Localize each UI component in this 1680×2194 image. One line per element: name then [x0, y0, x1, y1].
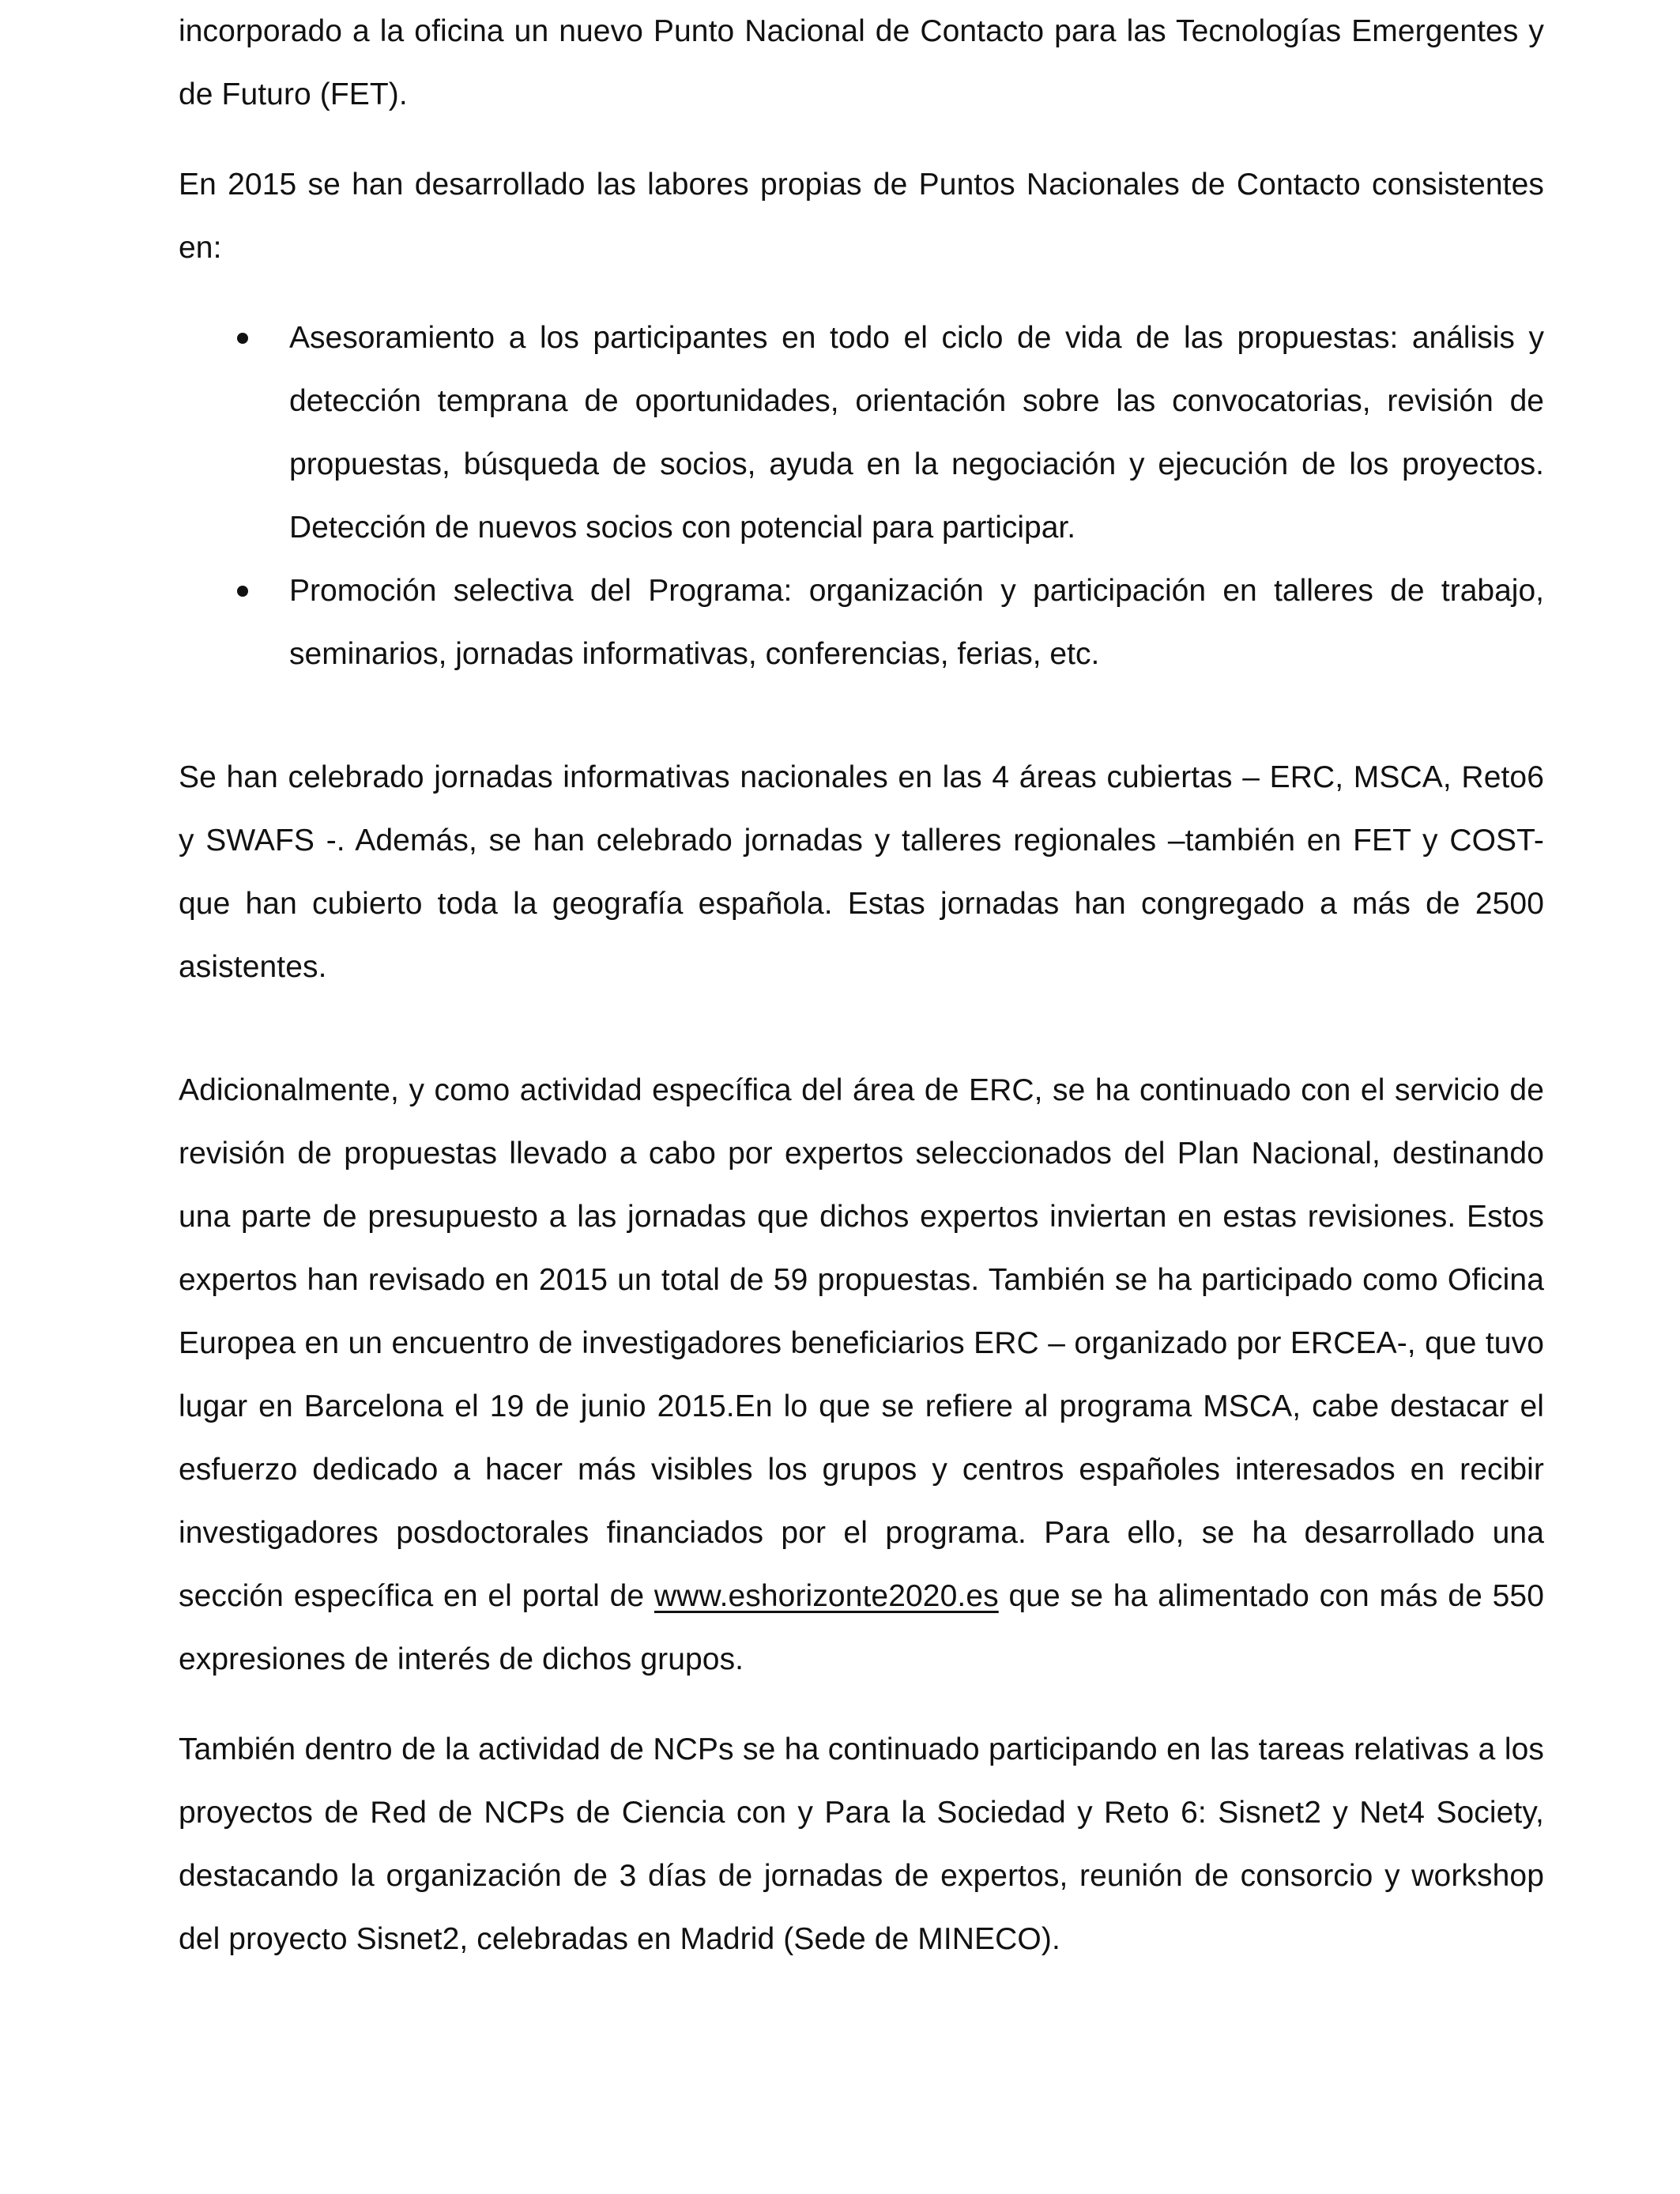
- bullet-item-promocion: [179, 560, 1544, 686]
- bullet-text: Asesoramiento a los participantes en todo el ciclo de vida de las propuestas: análisis y detección temprana de oportunidades, orientación sobre las convocatorias, revisión de propuestas, búsqueda de socios, ayuda en la negociación y ejecución de los proyectos. Detección de nuevos socios con potencial para participar.: [289, 321, 1544, 545]
- paragraph-ncps: También dentro de la actividad de NCPs se ha continuado participando en las tareas relativas a los proyectos de Red de NCPs de Ciencia con y Para la Sociedad y Reto 6: Sisnet2 y Net4 Society, destacando la organización de 3 días de jornadas de expertos, reunión de consorcio y workshop del proyecto Sisnet2, celebradas en Madrid (Sede de MINECO).: [179, 1732, 1544, 1956]
- intro-paragraph: incorporado a la oficina un nuevo Punto Nacional de Contacto para las Tecnologías Emergentes y de Futuro (FET).: [179, 14, 1544, 111]
- spacer: [179, 999, 1544, 1059]
- spacer: [179, 126, 1544, 153]
- spacer: [179, 686, 1544, 746]
- paragraph-erc-msca: [179, 1059, 1544, 1691]
- spacer: [179, 1691, 1544, 1718]
- document-body: [179, 0, 1544, 1971]
- paragraph-erc-text-end: que se ha alimentado con más de 550 expresiones de interés de dichos grupos.: [179, 1579, 1544, 1676]
- spacer: [179, 280, 1544, 307]
- bullet-dot-icon: [237, 333, 248, 344]
- bullet-dot-icon: [237, 586, 248, 597]
- paragraph-jornadas: Se han celebrado jornadas informativas nacionales en las 4 áreas cubiertas – ERC, MSCA, Reto6 y SWAFS -. Además, se han celebrado jornadas y talleres regionales –también en FET y COST- que han cubierto toda la geografía española. Estas jornadas han congregado a más de 2500 asistentes.: [179, 760, 1544, 984]
- bullet-item-asesoramiento: [179, 307, 1544, 560]
- paragraph-erc-text: Adicionalmente, y como actividad específica del área de ERC, se ha continuado con el servicio de revisión de propuestas llevado a cabo por expertos seleccionados del Plan Nacional, destinando una parte de presupuesto a las jornadas que dichos expertos inviertan en estas revisiones. Estos expertos han revisado en 2015 un total de 59 propuestas. También se ha participado como Oficina Europea en un encuentro de investigadores beneficiarios ERC – organizado por ERCEA-, que tuvo lugar en Barcelona el 19 de junio 2015.En lo que se refiere al programa MSCA, cabe destacar el esfuerzo dedicado a hacer más visibles los grupos y centros españoles interesados en recibir investigadores posdoctorales financiados por el programa. Para ello, se ha desarrollado una sección específica en el portal de: [179, 1073, 1544, 1613]
- bullet-list: [179, 307, 1544, 686]
- bullet-text: Promoción selectiva del Programa: organización y participación en talleres de trabajo, seminarios, jornadas informativas, conferencias, ferias, etc.: [289, 574, 1544, 671]
- paragraph-labores: En 2015 se han desarrollado las labores propias de Puntos Nacionales de Contacto consistentes en:: [179, 168, 1544, 265]
- eshorizonte2020-link[interactable]: www.eshorizonte2020.es: [654, 1579, 999, 1613]
